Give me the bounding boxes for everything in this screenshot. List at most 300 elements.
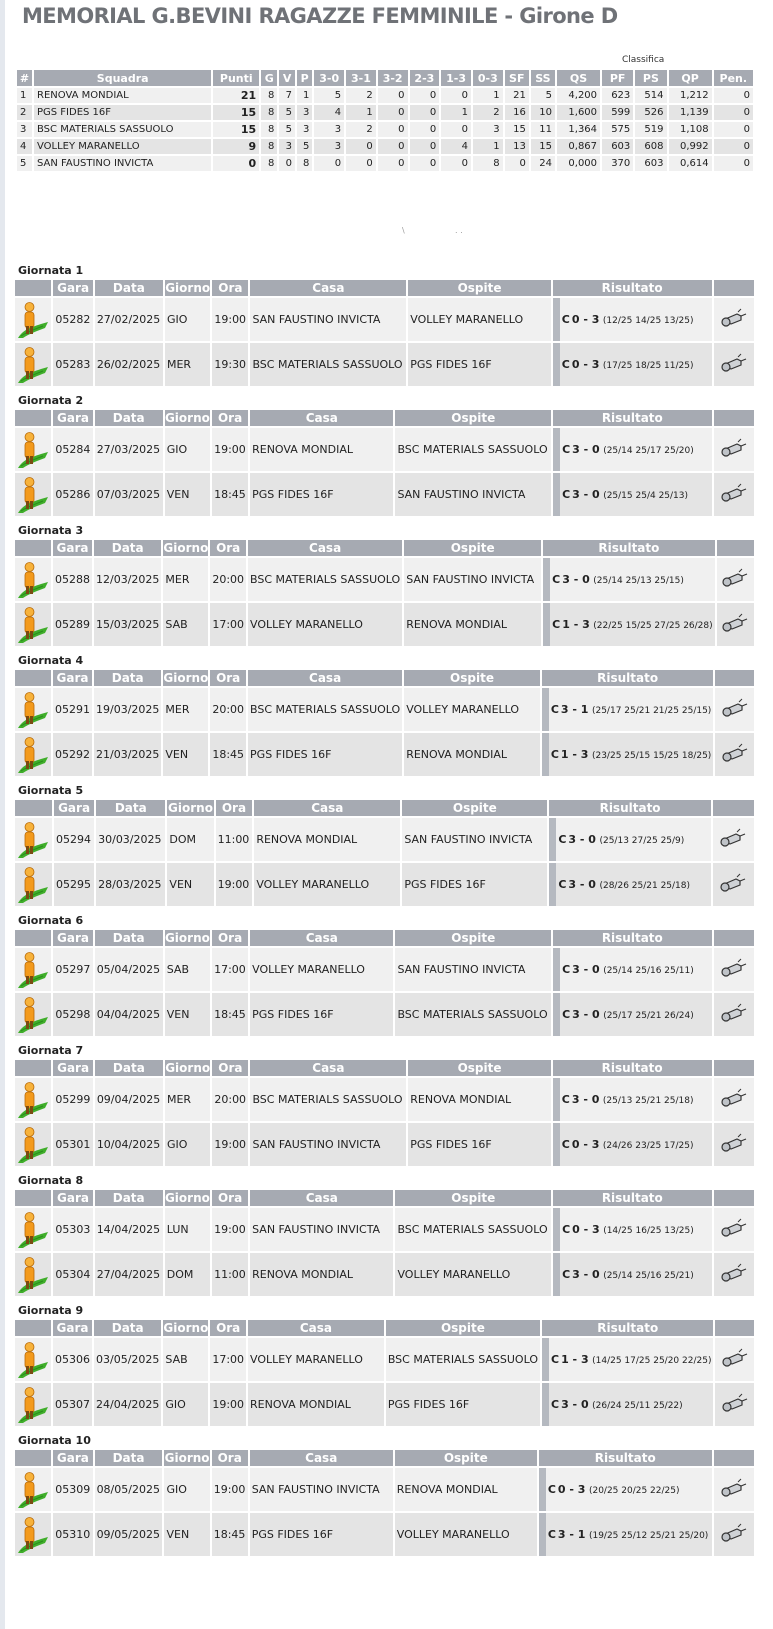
standings-col-ss: SS xyxy=(531,70,555,86)
schedule-col-risultato: Risultato xyxy=(542,670,713,686)
result-flag: C xyxy=(550,703,559,716)
schedule-col-ospite: Ospite xyxy=(408,280,551,296)
schedule-col-icon xyxy=(15,280,51,296)
match-data: 15/03/2025 xyxy=(94,603,161,646)
standings-col-l23: 2-3 xyxy=(410,70,440,86)
schedule-col-casa: Casa xyxy=(250,1450,393,1466)
result-sets: (25/17 25/21 21/25 25/15) xyxy=(591,706,712,716)
schedule-header-row xyxy=(15,930,754,946)
schedule-col-ora: Ora xyxy=(210,670,246,686)
schedule-col-ora: Ora xyxy=(212,1190,248,1206)
standings-cell-ps: 603 xyxy=(635,156,666,171)
referee-cell[interactable] xyxy=(15,1513,51,1556)
standings-col-squadra: Squadra xyxy=(34,70,211,86)
standings-row xyxy=(17,139,753,154)
standings-row xyxy=(17,105,753,120)
schedule-col-gara: Gara xyxy=(53,1060,92,1076)
standings-cell-punti: 15 xyxy=(213,122,259,137)
whistle-cell[interactable] xyxy=(717,603,754,646)
standings-cell-pen: 0 xyxy=(714,105,753,120)
match-casa: SAN FAUSTINO INVICTA xyxy=(250,298,406,341)
schedule-col-giorno: Giorno xyxy=(163,541,209,555)
decorative-mark: \ xyxy=(402,226,405,235)
schedule-col-icon xyxy=(15,1450,51,1466)
match-result xyxy=(549,818,710,861)
standings-cell-qp: 0,992 xyxy=(669,139,712,154)
schedule-col-data: Data xyxy=(95,1450,163,1466)
match-casa: BSC MATERIALS SASSUOLO xyxy=(250,1078,406,1121)
schedule-col-risultato: Risultato xyxy=(553,410,711,426)
match-result xyxy=(553,1123,712,1166)
result-score: 3 - 1 xyxy=(557,1528,586,1541)
match-data: 08/05/2025 xyxy=(95,1468,163,1511)
referee-cell[interactable] xyxy=(15,1123,51,1166)
result-score: 3 - 0 xyxy=(572,443,600,456)
round-section xyxy=(15,914,758,1038)
whistle-cell[interactable] xyxy=(713,818,754,861)
match-gara: 05286 xyxy=(53,473,92,516)
whistle-cell[interactable] xyxy=(715,1383,754,1426)
referee-icon[interactable] xyxy=(15,1153,51,1166)
referee-icon[interactable] xyxy=(15,1368,51,1381)
match-giorno: MER xyxy=(165,1078,210,1121)
whistle-icon[interactable] xyxy=(719,958,749,978)
match-ora: 11:00 xyxy=(216,818,253,861)
whistle-cell[interactable] xyxy=(714,473,754,516)
match-ospite: BSC MATERIALS SASSUOLO xyxy=(395,993,551,1036)
schedule-col-data: Data xyxy=(95,280,163,296)
schedule-col-ospite: Ospite xyxy=(408,1060,551,1076)
schedule-col-casa: Casa xyxy=(250,1190,393,1206)
result-sets: (25/17 25/21 26/24) xyxy=(603,1011,694,1021)
round-section xyxy=(15,1304,758,1428)
result-flag: C xyxy=(558,878,567,891)
round-section xyxy=(15,1434,758,1558)
standings-cell-w30: 5 xyxy=(314,88,344,103)
match-ora: 20:00 xyxy=(210,558,246,601)
referee-cell[interactable] xyxy=(15,343,51,386)
standings-cell-v: 3 xyxy=(279,139,295,154)
referee-cell[interactable] xyxy=(15,1253,51,1296)
standings-cell-l13: 1 xyxy=(441,105,471,120)
referee-icon[interactable] xyxy=(15,373,51,386)
referee-icon[interactable] xyxy=(15,328,51,341)
result-flag: C xyxy=(561,1138,570,1151)
standings-cell-p: 3 xyxy=(297,105,312,120)
standings-cell-qp: 1,212 xyxy=(669,88,712,103)
standings-cell-punti: 15 xyxy=(213,105,259,120)
schedule-col-whistle xyxy=(714,1060,755,1076)
match-casa: BSC MATERIALS SASSUOLO xyxy=(248,558,402,601)
schedule-col-giorno: Giorno xyxy=(163,1321,209,1335)
whistle-icon[interactable] xyxy=(719,483,749,503)
match-ospite: SAN FAUSTINO INVICTA xyxy=(395,948,551,991)
match-data: 04/04/2025 xyxy=(95,993,163,1036)
referee-cell[interactable] xyxy=(15,298,51,341)
whistle-icon[interactable] xyxy=(719,308,749,328)
schedule-header-row xyxy=(15,540,754,556)
whistle-icon[interactable] xyxy=(719,1133,749,1153)
referee-icon[interactable] xyxy=(15,978,51,991)
whistle-cell[interactable] xyxy=(714,298,755,341)
match-ora: 17:00 xyxy=(210,1338,246,1381)
schedule-col-risultato: Risultato xyxy=(553,1060,712,1076)
referee-cell[interactable] xyxy=(15,603,51,646)
match-row xyxy=(15,1078,754,1121)
schedule-col-risultato: Risultato xyxy=(539,1450,712,1466)
schedule-col-giorno: Giorno xyxy=(165,1061,211,1075)
schedule-col-ospite: Ospite xyxy=(404,670,540,686)
match-casa: SAN FAUSTINO INVICTA xyxy=(250,1123,406,1166)
match-giorno: MER xyxy=(163,558,208,601)
standings-cell-l23: 0 xyxy=(410,156,440,171)
schedule-col-icon xyxy=(15,1190,51,1206)
standings-cell-qs: 0,000 xyxy=(557,156,600,171)
round-section xyxy=(15,654,758,778)
whistle-cell[interactable] xyxy=(714,1468,754,1511)
round-title: Giornata 7 xyxy=(18,1044,84,1057)
result-score: 3 - 0 xyxy=(568,833,596,846)
referee-cell[interactable] xyxy=(15,863,52,906)
schedule-col-risultato: Risultato xyxy=(553,280,712,296)
whistle-icon[interactable] xyxy=(720,568,750,588)
standings-cell-sf: 13 xyxy=(505,139,529,154)
referee-cell[interactable] xyxy=(15,558,51,601)
match-result xyxy=(542,1338,713,1381)
referee-cell[interactable] xyxy=(15,1383,51,1426)
schedule-header-row xyxy=(15,1450,754,1466)
standings-cell-pf: 599 xyxy=(602,105,633,120)
schedule-col-data: Data xyxy=(94,1320,161,1336)
result-sets: (20/25 20/25 22/25) xyxy=(588,1486,680,1496)
match-gara: 05284 xyxy=(53,428,92,471)
schedule-col-icon xyxy=(15,410,51,426)
schedule-col-gara: Gara xyxy=(53,410,92,426)
schedule-col-casa: Casa xyxy=(254,800,400,816)
result-flag: C xyxy=(562,963,571,976)
match-casa: VOLLEY MARANELLO xyxy=(250,948,393,991)
match-gara: 05307 xyxy=(53,1383,92,1426)
match-gara: 05282 xyxy=(53,298,92,341)
referee-icon[interactable] xyxy=(15,893,51,906)
referee-cell[interactable] xyxy=(15,688,51,731)
referee-icon[interactable] xyxy=(15,503,51,516)
whistle-icon[interactable] xyxy=(719,1218,749,1238)
result-flag: C xyxy=(562,1223,571,1236)
schedule-col-casa: Casa xyxy=(250,410,393,426)
standings-cell-l23: 0 xyxy=(410,105,440,120)
match-ospite: VOLLEY MARANELLO xyxy=(395,1513,537,1556)
round-table xyxy=(13,928,756,1038)
match-ora: 18:45 xyxy=(210,733,246,776)
standings-cell-l03: 3 xyxy=(473,122,503,137)
schedule-col-ospite: Ospite xyxy=(395,930,551,946)
match-giorno: VEN xyxy=(164,1513,209,1556)
referee-icon[interactable] xyxy=(15,763,51,776)
match-giorno: VEN xyxy=(165,473,210,516)
standings-col-pen: Pen. xyxy=(714,70,753,86)
classifica-caption: Classifica xyxy=(622,55,665,65)
whistle-icon[interactable] xyxy=(720,1393,750,1413)
standings-cell-pf: 603 xyxy=(602,139,633,154)
whistle-icon[interactable] xyxy=(720,698,750,718)
result-score: 0 - 3 xyxy=(571,1138,600,1151)
schedule-col-whistle xyxy=(715,670,754,686)
match-data: 09/04/2025 xyxy=(95,1078,163,1121)
whistle-cell[interactable] xyxy=(714,948,754,991)
whistle-icon[interactable] xyxy=(720,1348,750,1368)
match-giorno: GIO xyxy=(165,428,210,471)
whistle-icon[interactable] xyxy=(719,1263,749,1283)
standings-cell-pos: 5 xyxy=(17,156,32,171)
standings-cell-pos: 1 xyxy=(17,88,32,103)
schedule-col-whistle xyxy=(714,280,755,296)
standings-cell-w30: 0 xyxy=(314,156,344,171)
schedule-col-icon xyxy=(15,930,51,946)
match-ospite: VOLLEY MARANELLO xyxy=(408,298,551,341)
match-row xyxy=(15,1513,754,1556)
whistle-icon[interactable] xyxy=(718,828,748,848)
referee-icon[interactable] xyxy=(15,588,51,601)
whistle-icon[interactable] xyxy=(719,1478,749,1498)
match-data: 19/03/2025 xyxy=(94,688,161,731)
standings-cell-w30: 4 xyxy=(314,105,344,120)
standings-col-punti: Punti xyxy=(213,70,259,86)
referee-cell[interactable] xyxy=(15,818,52,861)
result-score: 3 - 0 xyxy=(562,573,590,586)
schedule-col-casa: Casa xyxy=(248,540,402,556)
referee-cell[interactable] xyxy=(15,473,51,516)
match-result xyxy=(542,688,713,731)
standings-cell-l23: 0 xyxy=(410,88,440,103)
schedule-col-risultato: Risultato xyxy=(542,1320,713,1336)
result-sets: (25/14 25/16 25/11) xyxy=(603,966,694,976)
result-sets: (12/25 14/25 13/25) xyxy=(602,316,694,326)
whistle-cell[interactable] xyxy=(714,1253,754,1296)
standings-cell-punti: 0 xyxy=(213,156,259,171)
standings-cell-p: 3 xyxy=(297,122,312,137)
standings-cell-v: 0 xyxy=(279,156,295,171)
standings-cell-qs: 0,867 xyxy=(557,139,600,154)
result-sets: (14/25 16/25 13/25) xyxy=(603,1226,694,1236)
match-giorno: LUN xyxy=(165,1208,210,1251)
match-ospite: RENOVA MONDIAL xyxy=(404,733,540,776)
whistle-cell[interactable] xyxy=(714,343,755,386)
match-row xyxy=(15,473,754,516)
whistle-cell[interactable] xyxy=(714,1078,755,1121)
schedule-col-giorno: Giorno xyxy=(164,1451,210,1465)
schedule-col-whistle xyxy=(713,800,754,816)
match-row xyxy=(15,1468,754,1511)
whistle-cell[interactable] xyxy=(714,993,754,1036)
whistle-cell[interactable] xyxy=(714,1513,754,1556)
schedule-header-row xyxy=(15,1060,754,1076)
match-row xyxy=(15,298,754,341)
result-sets: (25/14 25/17 25/20) xyxy=(603,446,694,456)
referee-cell[interactable] xyxy=(15,993,51,1036)
referee-cell[interactable] xyxy=(15,1078,51,1121)
referee-icon[interactable] xyxy=(15,1283,51,1296)
whistle-cell[interactable] xyxy=(713,863,754,906)
match-ospite: SAN FAUSTINO INVICTA xyxy=(402,818,547,861)
match-data: 27/02/2025 xyxy=(95,298,163,341)
match-ospite: PGS FIDES 16F xyxy=(402,863,547,906)
schedule-col-data: Data xyxy=(94,540,161,556)
match-ora: 20:00 xyxy=(212,1078,248,1121)
standings-table xyxy=(15,68,755,173)
round-section xyxy=(15,1174,758,1298)
decorative-mark: . . xyxy=(455,226,463,235)
schedule-col-whistle xyxy=(714,1450,754,1466)
whistle-icon[interactable] xyxy=(719,1003,749,1023)
schedule-col-gara: Gara xyxy=(54,800,94,816)
whistle-icon[interactable] xyxy=(720,743,750,763)
match-ospite: PGS FIDES 16F xyxy=(408,1123,551,1166)
standings-cell-squadra: SAN FAUSTINO INVICTA xyxy=(34,156,211,171)
referee-icon[interactable] xyxy=(15,1108,51,1121)
match-casa: BSC MATERIALS SASSUOLO xyxy=(250,343,406,386)
match-data: 24/04/2025 xyxy=(94,1383,161,1426)
referee-cell[interactable] xyxy=(15,1208,51,1251)
referee-icon[interactable] xyxy=(15,1238,51,1251)
standings-col-w30: 3-0 xyxy=(314,70,344,86)
standings-cell-g: 8 xyxy=(261,122,277,137)
standings-col-g: G xyxy=(261,70,277,86)
schedule-col-giorno: Giorno xyxy=(164,411,210,425)
schedule-col-risultato: Risultato xyxy=(553,930,711,946)
match-gara: 05301 xyxy=(53,1123,92,1166)
referee-cell[interactable] xyxy=(15,948,51,991)
match-row xyxy=(15,1383,754,1426)
schedule-col-ospite: Ospite xyxy=(395,1190,551,1206)
referee-cell[interactable] xyxy=(15,1338,51,1381)
result-score: 3 - 1 xyxy=(560,703,589,716)
standings-cell-w32: 0 xyxy=(378,88,408,103)
standings-cell-pen: 0 xyxy=(714,88,753,103)
whistle-icon[interactable] xyxy=(720,613,750,633)
match-row xyxy=(15,558,754,601)
round-title: Giornata 6 xyxy=(18,914,84,927)
match-ospite: PGS FIDES 16F xyxy=(408,343,551,386)
whistle-cell[interactable] xyxy=(714,1123,755,1166)
standings-col-pf: PF xyxy=(602,70,633,86)
whistle-icon[interactable] xyxy=(719,1088,749,1108)
referee-icon[interactable] xyxy=(15,1023,51,1036)
round-title: Giornata 4 xyxy=(18,654,84,667)
whistle-icon[interactable] xyxy=(718,873,748,893)
schedule-col-ora: Ora xyxy=(212,280,248,296)
match-ospite: BSC MATERIALS SASSUOLO xyxy=(395,428,551,471)
referee-cell[interactable] xyxy=(15,1468,51,1511)
match-giorno: GIO xyxy=(165,1123,210,1166)
referee-cell[interactable] xyxy=(15,428,51,471)
match-data: 30/03/2025 xyxy=(96,818,165,861)
match-gara: 05297 xyxy=(53,948,92,991)
standings-cell-ps: 608 xyxy=(635,139,666,154)
referee-icon[interactable] xyxy=(15,633,51,646)
referee-icon[interactable] xyxy=(15,458,51,471)
match-data: 03/05/2025 xyxy=(94,1338,161,1381)
whistle-cell[interactable] xyxy=(714,1208,754,1251)
whistle-cell[interactable] xyxy=(715,1338,754,1381)
schedule-col-data: Data xyxy=(95,1060,163,1076)
whistle-icon[interactable] xyxy=(719,353,749,373)
referee-icon[interactable] xyxy=(15,1543,51,1556)
whistle-icon[interactable] xyxy=(719,438,749,458)
match-ospite: RENOVA MONDIAL xyxy=(395,1468,537,1511)
standings-col-ps: PS xyxy=(635,70,666,86)
standings-cell-punti: 21 xyxy=(213,88,259,103)
match-data: 27/03/2025 xyxy=(95,428,163,471)
standings-cell-l03: 1 xyxy=(473,139,503,154)
referee-icon[interactable] xyxy=(15,848,51,861)
standings-cell-ss: 5 xyxy=(531,88,555,103)
whistle-cell[interactable] xyxy=(715,733,754,776)
match-giorno: GIO xyxy=(163,1383,208,1426)
schedule-col-icon xyxy=(15,1060,51,1076)
left-border xyxy=(0,0,5,1629)
standings-cell-g: 8 xyxy=(261,156,277,171)
round-title: Giornata 2 xyxy=(18,394,84,407)
referee-icon[interactable] xyxy=(15,1413,51,1426)
match-ospite: RENOVA MONDIAL xyxy=(408,1078,551,1121)
schedule-col-ora: Ora xyxy=(212,410,248,426)
match-row xyxy=(15,818,754,861)
match-giorno: MER xyxy=(165,343,210,386)
match-ora: 18:45 xyxy=(212,473,248,516)
match-row xyxy=(15,603,754,646)
referee-icon[interactable] xyxy=(15,1498,51,1511)
match-result xyxy=(553,298,712,341)
match-giorno: GIO xyxy=(165,298,210,341)
referee-icon[interactable] xyxy=(15,718,51,731)
whistle-cell[interactable] xyxy=(715,688,754,731)
match-row xyxy=(15,1253,754,1296)
standings-cell-l03: 8 xyxy=(473,156,503,171)
standings-cell-squadra: PGS FIDES 16F xyxy=(34,105,211,120)
match-data: 10/04/2025 xyxy=(95,1123,163,1166)
schedule-col-ora: Ora xyxy=(210,1320,246,1336)
match-data: 27/04/2025 xyxy=(95,1253,163,1296)
standings-cell-w30: 3 xyxy=(314,139,344,154)
standings-cell-punti: 9 xyxy=(213,139,259,154)
result-flag: C xyxy=(547,1528,556,1541)
match-casa: RENOVA MONDIAL xyxy=(250,1253,393,1296)
round-table xyxy=(13,408,756,518)
match-result xyxy=(553,948,711,991)
match-gara: 05283 xyxy=(53,343,92,386)
whistle-icon[interactable] xyxy=(719,1523,749,1543)
match-result xyxy=(539,1513,712,1556)
standings-cell-p: 5 xyxy=(297,139,312,154)
match-result xyxy=(553,1078,712,1121)
match-giorno: MER xyxy=(163,688,208,731)
standings-cell-ps: 514 xyxy=(635,88,666,103)
match-casa: VOLLEY MARANELLO xyxy=(254,863,400,906)
schedule-col-gara: Gara xyxy=(53,930,92,946)
standings-col-pos: # xyxy=(17,70,32,86)
schedule-col-gara: Gara xyxy=(53,1320,92,1336)
match-row xyxy=(15,343,754,386)
referee-cell[interactable] xyxy=(15,733,51,776)
match-ora: 17:00 xyxy=(212,948,248,991)
standings-cell-qs: 1,364 xyxy=(557,122,600,137)
match-ora: 11:00 xyxy=(212,1253,248,1296)
whistle-cell[interactable] xyxy=(717,558,754,601)
whistle-cell[interactable] xyxy=(714,428,754,471)
match-gara: 05291 xyxy=(53,688,92,731)
round-table xyxy=(13,668,756,778)
